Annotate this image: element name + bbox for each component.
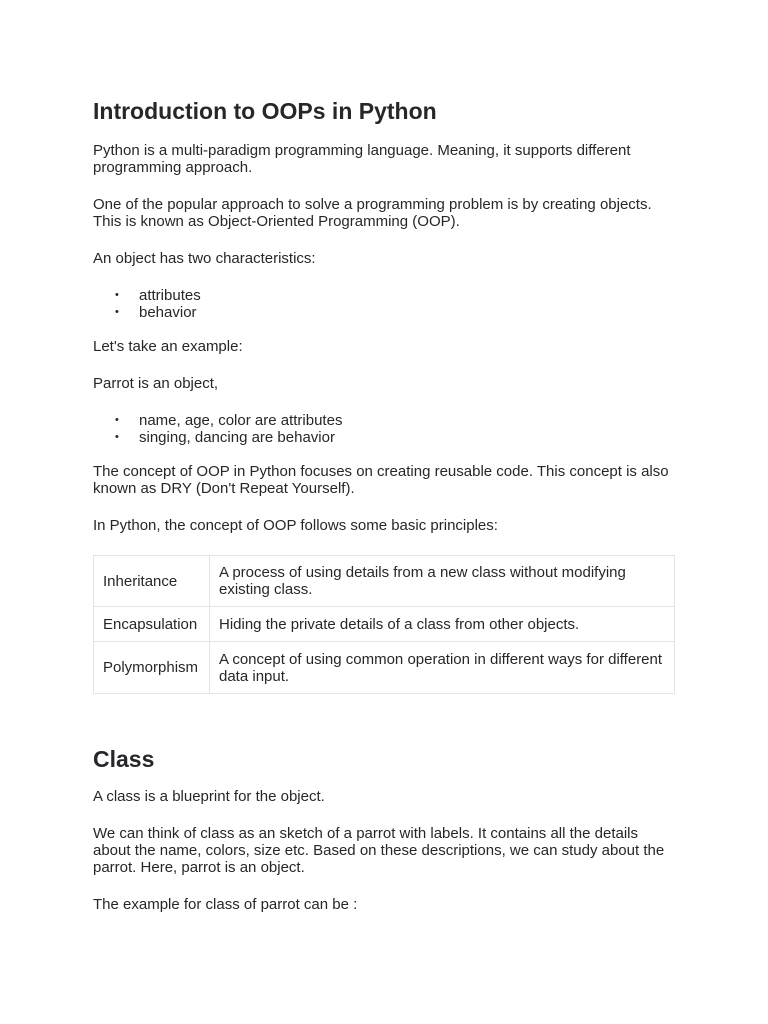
principle-description: A concept of using common operation in different ways for different data input. (210, 642, 675, 694)
bullet-icon: • (115, 431, 119, 443)
parrot-list (93, 412, 678, 446)
characteristics-list (93, 287, 678, 321)
intro-paragraph-4: Let's take an example: (93, 338, 243, 355)
principle-term: Polymorphism (94, 642, 210, 694)
bullet-icon: • (115, 289, 119, 301)
section-heading-class: Class (93, 746, 155, 772)
intro-paragraph-5: Parrot is an object, (93, 375, 219, 392)
bullet-icon: • (115, 306, 119, 318)
table-row (94, 556, 675, 607)
intro-paragraph-2: One of the popular approach to solve a programming problem is by creating objects. This is known as Object-Oriented Programming (OOP). (93, 196, 652, 230)
principle-term: Encapsulation (94, 607, 210, 642)
intro-paragraph-6: The concept of OOP in Python focuses on creating reusable code. This concept is also known as DRY (Don't Repeat Yourself). (93, 463, 669, 497)
document-content (93, 96, 678, 913)
class-paragraph-1: A class is a blueprint for the object. (93, 788, 325, 805)
principles-table (93, 555, 675, 694)
class-paragraph-2: We can think of class as an sketch of a parrot with labels. It contains all the details about the name, colors, size etc. Based on these descriptions, we can study about the parrot. Here, parrot is an object. (93, 825, 665, 876)
intro-paragraph-1: Python is a multi-paradigm programming language. Meaning, it supports different programming approach. (93, 142, 631, 176)
page-title: Introduction to OOPs in Python (93, 98, 437, 124)
list-item: • attributes (115, 287, 201, 304)
principle-description: Hiding the private details of a class from other objects. (210, 607, 675, 642)
intro-paragraph-3: An object has two characteristics: (93, 250, 316, 267)
intro-paragraph-7: In Python, the concept of OOP follows some basic principles: (93, 517, 498, 534)
list-item: • singing, dancing are behavior (115, 429, 335, 446)
list-item: • name, age, color are attributes (115, 412, 343, 429)
table-row (94, 607, 675, 642)
class-paragraph-3: The example for class of parrot can be : (93, 896, 358, 913)
bullet-icon: • (115, 414, 119, 426)
table-row (94, 642, 675, 694)
principle-term: Inheritance (94, 556, 210, 607)
principle-description: A process of using details from a new class without modifying existing class. (210, 556, 675, 607)
list-item: • behavior (115, 304, 197, 321)
